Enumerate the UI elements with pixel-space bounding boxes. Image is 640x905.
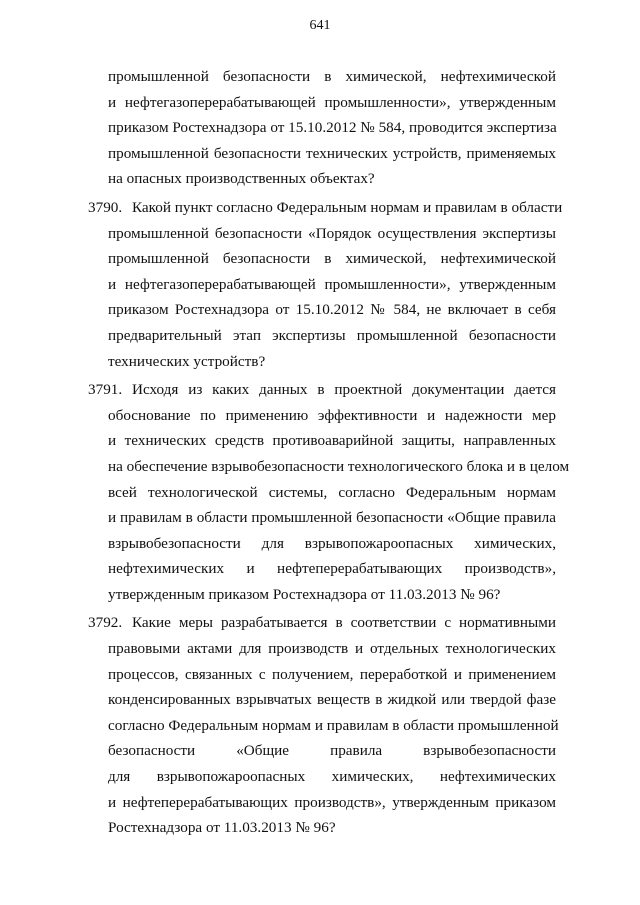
text-line: и технических средств противоаварийной защиты, направленных [108, 432, 556, 450]
question-number: 3791. [88, 381, 123, 399]
document-body [88, 64, 570, 844]
text-line: промышленной безопасности в химической, нефтехимической [108, 68, 556, 85]
question-item [88, 377, 570, 607]
text-line: и правилам в области промышленной безопасности «Общие правила [108, 509, 556, 527]
text-line: процессов, связанных с получением, переработкой и применением [108, 665, 556, 683]
text-line: нефтехимических и нефтеперерабатывающих производств», [108, 560, 556, 578]
text-line: для взрывопожароопасных химических, нефтехимических [108, 768, 556, 786]
text-line: безопасности «Общие правила взрывобезопасности [108, 742, 556, 760]
text-line: технических устройств? [108, 352, 266, 370]
text-line: приказом Ростехнадзора от 15.10.2012 № 584, проводится экспертиза [108, 119, 557, 137]
text-line: промышленной безопасности в химической, нефтехимической [108, 250, 556, 268]
page-number: 641 [309, 18, 331, 33]
text-line: Исходя из каких данных в проектной документации дается [132, 381, 556, 399]
question-continuation [88, 64, 556, 192]
question-number: 3792. [88, 614, 123, 632]
text-line: промышленной безопасности «Порядок осуществления экспертизы [108, 224, 556, 242]
question-number: 3790. [88, 198, 123, 216]
text-line: на опасных производственных объектах? [108, 170, 375, 188]
text-line: приказом Ростехнадзора от 15.10.2012 № 584, не включает в себя [108, 301, 556, 319]
text-line: и нефтегазоперерабатывающей промышленности», утвержденным [108, 275, 556, 293]
text-line: и нефтеперерабатывающих производств», утвержденным приказом [108, 793, 556, 811]
text-line: обоснование по применению эффективности и надежности мер [108, 406, 556, 424]
text-line: предварительный этап экспертизы промышленной безопасности [108, 326, 556, 344]
question-item [88, 195, 563, 374]
text-line: всей технологической системы, согласно Федеральным нормам [108, 483, 556, 501]
text-line: взрывобезопасности для взрывопожароопасных химических, [108, 534, 556, 552]
text-line: согласно Федеральным нормам и правилам в области промышленной [108, 716, 559, 734]
text-line: и нефтегазоперерабатывающей промышленности», утвержденным [108, 93, 556, 111]
text-line: промышленной безопасности технических устройств, применяемых [108, 144, 556, 162]
text-line: утвержденным приказом Ростехнадзора от 11.03.2013 № 96? [108, 585, 501, 603]
text-line: конденсированных взрывчатых веществ в жидкой или твердой фазе [108, 691, 556, 709]
text-line: Ростехнадзора от 11.03.2013 № 96? [108, 819, 336, 837]
text-line: Какой пункт согласно Федеральным нормам и правилам в области [132, 198, 563, 216]
text-line: на обеспечение взрывобезопасности технологического блока и в целом [108, 457, 570, 475]
text-line: правовыми актами для производств и отдельных технологических [108, 640, 556, 658]
text-line: Какие меры разрабатывается в соответствии с нормативными [132, 614, 556, 632]
question-item [88, 610, 559, 840]
